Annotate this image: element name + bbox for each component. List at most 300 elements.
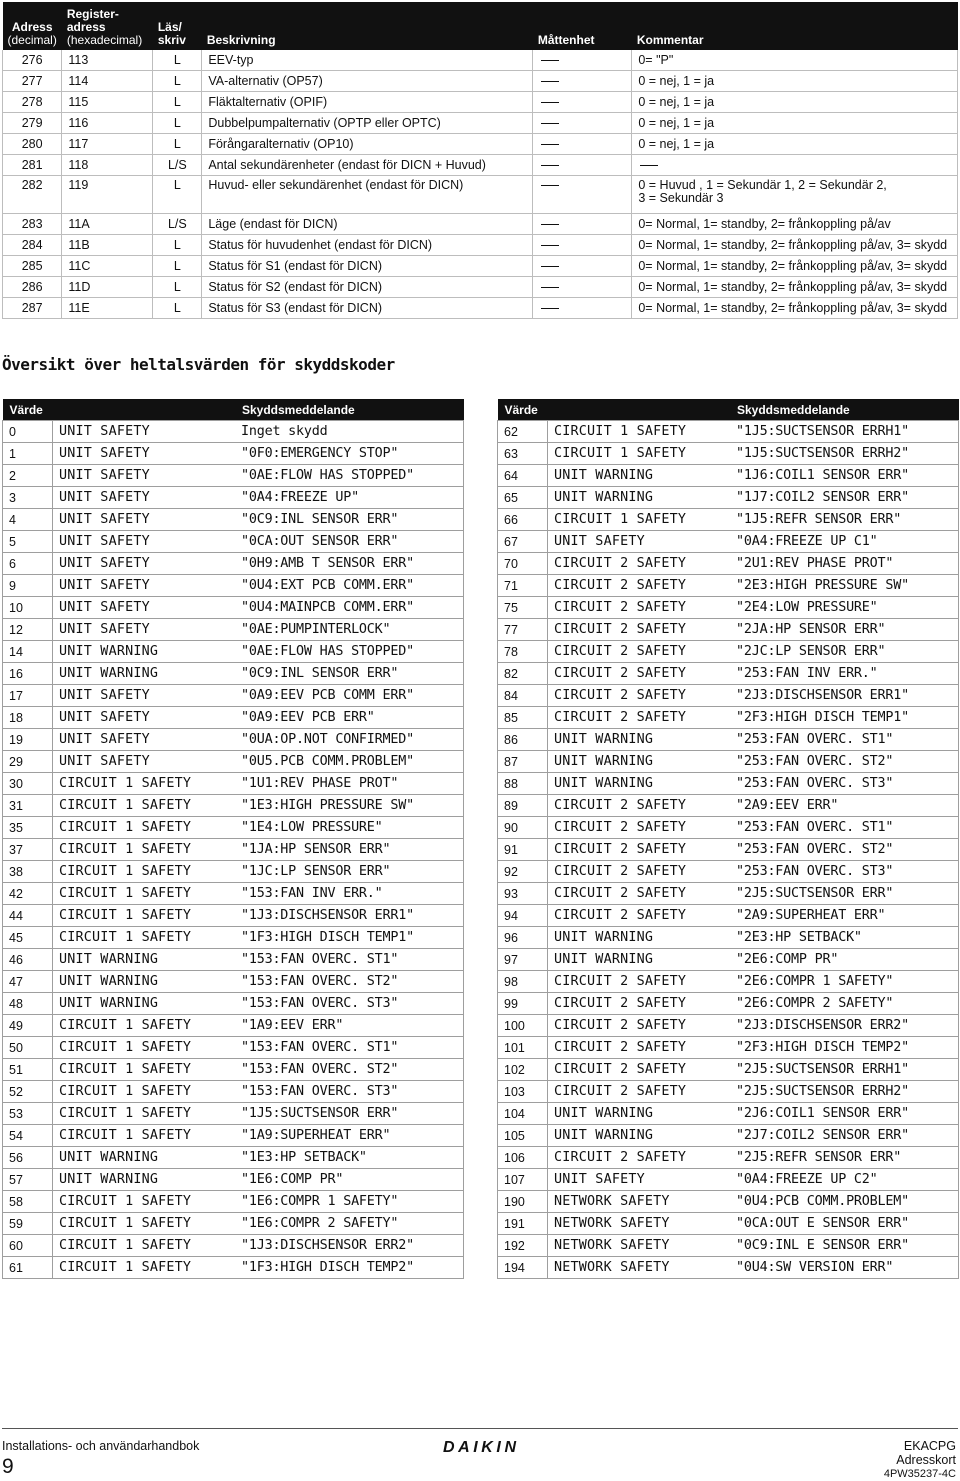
model-name: EKACPG [903,1439,956,1453]
unit-cell [533,134,632,155]
register-row [3,92,958,113]
code-type-cell: CIRCUIT 1 SAFETY [53,1081,236,1103]
code-value-cell: 46 [3,949,53,971]
code-row [498,1103,959,1125]
address-hex-cell: 113 [62,50,153,71]
code-type-cell: CIRCUIT 2 SAFETY [548,993,731,1015]
description-cell: Dubbelpumpalternativ (OPTP eller OPTC) [202,113,533,134]
code-message-cell: "2J3:DISCHSENSOR ERR1" [730,685,959,707]
code-value-cell: 3 [3,487,53,509]
code-message-cell: "1U1:REV PHASE PROT" [235,773,464,795]
code-value-cell: 16 [3,663,53,685]
code-message-cell: "1A9:SUPERHEAT ERR" [235,1125,464,1147]
code-row [498,1257,959,1279]
code-type-cell: UNIT WARNING [548,487,731,509]
register-row [3,71,958,92]
code-type-cell: CIRCUIT 2 SAFETY [548,597,731,619]
comment-line: 0= Normal, 1= standby, 2= frånkoppling på/av, 3= skydd [638,300,948,315]
rw-cell: L/S [153,155,202,176]
comment-cell [632,214,958,235]
code-row [498,641,959,663]
code-value-cell: 19 [3,729,53,751]
code-value-cell: 59 [3,1213,53,1235]
unit-cell [533,50,632,71]
doc-number: 4PW35237-4C [883,1468,956,1480]
code-message-cell: "1J6:COIL1 SENSOR ERR" [730,465,959,487]
code-value-cell: 49 [3,1015,53,1037]
code-row [3,553,464,575]
address-dec-cell: 276 [3,50,62,71]
code-message-cell: "2E6:COMPR 2 SAFETY" [730,993,959,1015]
code-row [498,1147,959,1169]
code-message-cell: "2E4:LOW PRESSURE" [730,597,959,619]
code-row [3,1103,464,1125]
code-value-cell: 9 [3,575,53,597]
code-value-cell: 90 [498,817,548,839]
unit-cell [533,176,632,214]
code-message-cell: "2J7:COIL2 SENSOR ERR" [730,1125,959,1147]
code-message-cell: "2F3:HIGH DISCH TEMP1" [730,707,959,729]
code-row [498,1059,959,1081]
code-value-cell: 37 [3,839,53,861]
rw-cell: L [153,235,202,256]
code-type-cell: CIRCUIT 1 SAFETY [53,1125,236,1147]
code-value-cell: 96 [498,927,548,949]
description-cell: Status för S2 (endast för DICN) [202,277,533,298]
code-type-cell: UNIT SAFETY [53,707,236,729]
code-value-cell: 47 [3,971,53,993]
code-value-cell: 54 [3,1125,53,1147]
code-type-cell: NETWORK SAFETY [548,1191,731,1213]
code-row [3,685,464,707]
code-row [498,773,959,795]
code-message-cell: "1E4:LOW PRESSURE" [235,817,464,839]
code-row [498,685,959,707]
code-type-cell: UNIT WARNING [548,1103,731,1125]
code-message-cell: "253:FAN OVERC. ST2" [730,839,959,861]
code-row [3,1147,464,1169]
code-row [498,1015,959,1037]
code-value-cell: 53 [3,1103,53,1125]
code-message-cell: "0AE:PUMPINTERLOCK" [235,619,464,641]
address-hex-cell: 11C [62,256,153,277]
code-value-cell: 101 [498,1037,548,1059]
code-type-cell: CIRCUIT 2 SAFETY [548,641,731,663]
codes-table-right [497,399,959,1279]
register-row [3,155,958,176]
code-message-cell: "1J5:REFR SENSOR ERR" [730,509,959,531]
code-row [3,1235,464,1257]
code-row [498,883,959,905]
code-value-cell: 5 [3,531,53,553]
code-type-cell: UNIT SAFETY [53,597,236,619]
footer-doc-info [884,1439,956,1481]
code-message-cell: "2E3:HIGH PRESSURE SW" [730,575,959,597]
code-message-cell: "2JA:HP SENSOR ERR" [730,619,959,641]
code-type-cell: CIRCUIT 1 SAFETY [53,1015,236,1037]
code-type-cell: CIRCUIT 1 SAFETY [53,1037,236,1059]
code-type-cell: UNIT SAFETY [548,1169,731,1191]
header-rw-line2: skriv [157,33,186,47]
code-value-cell: 85 [498,707,548,729]
code-message-cell: "253:FAN OVERC. ST3" [730,861,959,883]
code-value-cell: 0 [3,421,53,443]
dash-mark [541,81,559,82]
unit-cell [533,71,632,92]
code-message-cell: "1JA:HP SENSOR ERR" [235,839,464,861]
code-message-cell: "0C9:INL SENSOR ERR" [235,509,464,531]
code-type-cell: UNIT WARNING [53,1147,236,1169]
code-message-cell: "2E6:COMP PR" [730,949,959,971]
code-type-cell: CIRCUIT 2 SAFETY [548,971,731,993]
code-message-cell: "0U4:SW VERSION ERR" [730,1257,959,1279]
dash-mark [541,102,559,103]
code-value-cell: 78 [498,641,548,663]
code-type-cell: CIRCUIT 1 SAFETY [53,883,236,905]
code-message-cell: "0U5.PCB COMM.PROBLEM" [235,751,464,773]
address-dec-cell: 283 [3,214,62,235]
header-address-hex-line3: (hexadecimal) [66,33,143,47]
code-row [498,971,959,993]
address-dec-cell: 280 [3,134,62,155]
description-cell: Status för S3 (endast för DICN) [202,298,533,319]
code-message-cell: "0U4:MAINPCB COMM.ERR" [235,597,464,619]
code-value-cell: 14 [3,641,53,663]
comment-cell [632,134,958,155]
comment-line: 0 = nej, 1 = ja [638,115,715,130]
code-row [498,993,959,1015]
code-message-cell: "2J5:REFR SENSOR ERR" [730,1147,959,1169]
code-message-cell: "2J5:SUCTSENSOR ERRH1" [730,1059,959,1081]
address-hex-cell: 118 [62,155,153,176]
code-type-cell: UNIT WARNING [548,1125,731,1147]
code-type-cell: CIRCUIT 2 SAFETY [548,1147,731,1169]
code-message-cell: "0C9:INL SENSOR ERR" [235,663,464,685]
code-message-cell: "1E3:HIGH PRESSURE SW" [235,795,464,817]
header-address-hex [62,2,153,50]
code-type-cell: CIRCUIT 1 SAFETY [53,1103,236,1125]
code-row [498,861,959,883]
code-row [498,1191,959,1213]
comment-cell [632,277,958,298]
code-row [498,1037,959,1059]
code-type-cell: UNIT SAFETY [53,465,236,487]
register-row [3,134,958,155]
code-type-cell: UNIT SAFETY [53,553,236,575]
code-type-cell: UNIT WARNING [548,751,731,773]
code-type-cell: CIRCUIT 1 SAFETY [548,443,731,465]
code-type-cell: NETWORK SAFETY [548,1213,731,1235]
code-row [3,421,464,443]
code-type-cell: UNIT SAFETY [53,575,236,597]
header-description: Beskrivning [202,2,533,50]
section-title: Översikt över heltalsvärden för skyddskoder [2,355,395,374]
code-type-cell: UNIT SAFETY [53,751,236,773]
code-message-cell: "0A9:EEV PCB COMM ERR" [235,685,464,707]
code-value-cell: 107 [498,1169,548,1191]
comment-cell [632,113,958,134]
code-row [3,839,464,861]
header-address-dec-line1: Adress [11,20,53,34]
code-type-cell: UNIT SAFETY [53,531,236,553]
codes-table-left [2,399,464,1279]
code-message-cell: "253:FAN OVERC. ST2" [730,751,959,773]
code-value-cell: 105 [498,1125,548,1147]
code-value-cell: 88 [498,773,548,795]
code-message-cell: "1J5:SUCTSENSOR ERR" [235,1103,464,1125]
code-value-cell: 191 [498,1213,548,1235]
code-value-cell: 87 [498,751,548,773]
header-comment: Kommentar [632,2,958,50]
code-row [498,465,959,487]
code-type-cell: CIRCUIT 1 SAFETY [548,421,731,443]
code-value-cell: 38 [3,861,53,883]
code-message-cell: "1E6:COMP PR" [235,1169,464,1191]
code-type-cell: CIRCUIT 1 SAFETY [53,861,236,883]
rw-cell: L [153,277,202,298]
header-type-blank [548,399,731,421]
code-type-cell: CIRCUIT 1 SAFETY [53,817,236,839]
code-value-cell: 62 [498,421,548,443]
code-value-cell: 44 [3,905,53,927]
code-value-cell: 99 [498,993,548,1015]
comment-cell [632,92,958,113]
code-message-cell: "2JC:LP SENSOR ERR" [730,641,959,663]
code-message-cell: "1E6:COMPR 1 SAFETY" [235,1191,464,1213]
dash-mark [541,308,559,309]
code-value-cell: 6 [3,553,53,575]
code-row [3,927,464,949]
comment-line: 0 = nej, 1 = ja [638,73,715,88]
code-value-cell: 103 [498,1081,548,1103]
code-message-cell: "1J3:DISCHSENSOR ERR1" [235,905,464,927]
code-row [498,839,959,861]
register-table-header [3,2,958,50]
register-row [3,50,958,71]
code-message-cell: "153:FAN INV ERR." [235,883,464,905]
code-value-cell: 75 [498,597,548,619]
code-type-cell: CIRCUIT 1 SAFETY [53,905,236,927]
code-value-cell: 89 [498,795,548,817]
description-cell: Fläktalternativ (OPIF) [202,92,533,113]
code-value-cell: 30 [3,773,53,795]
address-hex-cell: 11D [62,277,153,298]
address-dec-cell: 277 [3,71,62,92]
code-type-cell: CIRCUIT 2 SAFETY [548,795,731,817]
footer-divider [2,1428,958,1429]
comment-line: 0= Normal, 1= standby, 2= frånkoppling på/av, 3= skydd [638,258,948,273]
code-row [3,487,464,509]
code-message-cell: "0AE:FLOW HAS STOPPED" [235,465,464,487]
code-type-cell: UNIT WARNING [53,663,236,685]
comment-cell [632,50,958,71]
code-row [498,575,959,597]
rw-cell: L/S [153,214,202,235]
code-message-cell: "0H9:AMB T SENSOR ERR" [235,553,464,575]
rw-cell: L [153,113,202,134]
address-hex-cell: 115 [62,92,153,113]
code-message-cell: "253:FAN OVERC. ST1" [730,729,959,751]
code-value-cell: 106 [498,1147,548,1169]
description-cell: Status för huvudenhet (endast för DICN) [202,235,533,256]
code-type-cell: UNIT WARNING [53,993,236,1015]
header-address-dec [3,2,62,50]
code-value-cell: 93 [498,883,548,905]
code-type-cell: UNIT WARNING [53,1169,236,1191]
code-row [3,443,464,465]
description-cell: VA-alternativ (OP57) [202,71,533,92]
code-message-cell: "0F0:EMERGENCY STOP" [235,443,464,465]
register-row [3,176,958,214]
register-table-body [3,50,958,319]
code-type-cell: CIRCUIT 2 SAFETY [548,883,731,905]
code-message-cell: "1F3:HIGH DISCH TEMP1" [235,927,464,949]
code-row [498,817,959,839]
code-row [3,883,464,905]
code-message-cell: "1E6:COMPR 2 SAFETY" [235,1213,464,1235]
code-type-cell: CIRCUIT 1 SAFETY [53,1235,236,1257]
code-message-cell: "1J5:SUCTSENSOR ERRH1" [730,421,959,443]
code-row [3,531,464,553]
code-type-cell: CIRCUIT 1 SAFETY [53,1059,236,1081]
code-row [498,905,959,927]
code-row [498,443,959,465]
code-value-cell: 61 [3,1257,53,1279]
code-value-cell: 64 [498,465,548,487]
address-dec-cell: 286 [3,277,62,298]
code-message-cell: "0AE:FLOW HAS STOPPED" [235,641,464,663]
code-value-cell: 63 [498,443,548,465]
code-row [3,1081,464,1103]
dash-mark [541,266,559,267]
code-row [3,905,464,927]
code-message-cell: "1A9:EEV ERR" [235,1015,464,1037]
code-row [498,421,959,443]
code-value-cell: 67 [498,531,548,553]
code-row [498,1125,959,1147]
comment-line: 0 = Huvud , 1 = Sekundär 1, 2 = Sekundär 2, [638,178,887,192]
code-message-cell: Inget skydd [235,421,464,443]
code-type-cell: CIRCUIT 2 SAFETY [548,575,731,597]
code-value-cell: 48 [3,993,53,1015]
code-type-cell: CIRCUIT 1 SAFETY [53,927,236,949]
code-value-cell: 2 [3,465,53,487]
code-value-cell: 91 [498,839,548,861]
code-value-cell: 45 [3,927,53,949]
code-message-cell: "153:FAN OVERC. ST1" [235,1037,464,1059]
code-row [498,1235,959,1257]
code-type-cell: UNIT WARNING [548,773,731,795]
code-value-cell: 102 [498,1059,548,1081]
code-value-cell: 82 [498,663,548,685]
code-value-cell: 52 [3,1081,53,1103]
code-row [498,927,959,949]
unit-cell [533,113,632,134]
address-hex-cell: 11E [62,298,153,319]
code-message-cell: "2J3:DISCHSENSOR ERR2" [730,1015,959,1037]
code-type-cell: UNIT WARNING [548,729,731,751]
code-value-cell: 70 [498,553,548,575]
address-dec-cell: 285 [3,256,62,277]
code-value-cell: 77 [498,619,548,641]
code-type-cell: CIRCUIT 2 SAFETY [548,839,731,861]
code-value-cell: 98 [498,971,548,993]
description-cell: Förångaralternativ (OP10) [202,134,533,155]
unit-cell [533,235,632,256]
code-value-cell: 51 [3,1059,53,1081]
code-row [498,729,959,751]
codes-table-left-body [3,421,464,1279]
address-dec-cell: 284 [3,235,62,256]
code-type-cell: CIRCUIT 2 SAFETY [548,905,731,927]
code-value-cell: 97 [498,949,548,971]
code-value-cell: 194 [498,1257,548,1279]
code-row [498,751,959,773]
code-type-cell: UNIT SAFETY [53,619,236,641]
code-type-cell: UNIT WARNING [53,641,236,663]
code-type-cell: UNIT WARNING [53,949,236,971]
code-message-cell: "253:FAN INV ERR." [730,663,959,685]
code-value-cell: 58 [3,1191,53,1213]
register-table [2,2,958,319]
unit-cell [533,298,632,319]
code-row [3,663,464,685]
rw-cell: L [153,50,202,71]
code-row [498,795,959,817]
code-row [498,487,959,509]
code-message-cell: "1JC:LP SENSOR ERR" [235,861,464,883]
code-row [3,509,464,531]
address-dec-cell: 287 [3,298,62,319]
daikin-logo-text: DAIKIN [443,1439,516,1455]
code-row [498,1169,959,1191]
code-message-cell: "0U4:PCB COMM.PROBLEM" [730,1191,959,1213]
code-row [498,553,959,575]
code-value-cell: 60 [3,1235,53,1257]
header-address-hex-line1: Register- [66,7,119,21]
code-row [3,1257,464,1279]
code-value-cell: 18 [3,707,53,729]
dash-mark [541,287,559,288]
daikin-logo [443,1437,518,1455]
code-row [3,597,464,619]
code-value-cell: 4 [3,509,53,531]
rw-cell: L [153,298,202,319]
header-rw [153,2,202,50]
code-type-cell: UNIT SAFETY [53,443,236,465]
code-row [498,663,959,685]
code-row [3,641,464,663]
code-message-cell: "2E6:COMPR 1 SAFETY" [730,971,959,993]
unit-cell [533,214,632,235]
rw-cell: L [153,176,202,214]
code-message-cell: "0CA:OUT SENSOR ERR" [235,531,464,553]
code-message-cell: "153:FAN OVERC. ST2" [235,1059,464,1081]
code-type-cell: CIRCUIT 2 SAFETY [548,861,731,883]
code-type-cell: UNIT SAFETY [53,729,236,751]
code-value-cell: 86 [498,729,548,751]
code-type-cell: UNIT SAFETY [53,421,236,443]
code-type-cell: CIRCUIT 2 SAFETY [548,553,731,575]
code-value-cell: 71 [498,575,548,597]
comment-line: 0 = nej, 1 = ja [638,136,715,151]
header-address-hex-line2: adress [66,20,106,34]
register-row [3,235,958,256]
code-value-cell: 35 [3,817,53,839]
codes-table-right-header [498,399,959,421]
comment-line: 0= "P" [638,52,674,67]
code-row [498,619,959,641]
